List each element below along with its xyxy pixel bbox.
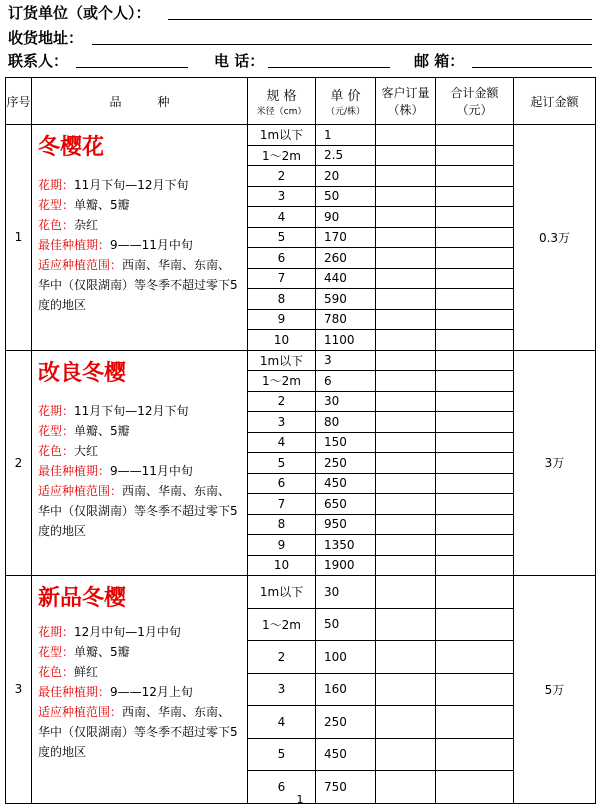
quantity-cell[interactable]: [376, 248, 436, 269]
total-cell[interactable]: [436, 145, 514, 166]
price-cell: 80: [316, 412, 376, 433]
spec-cell: 1m以下: [248, 125, 316, 146]
price-cell: 30: [316, 576, 376, 609]
variety-cell: [32, 576, 248, 804]
variety-name: 改良冬樱: [38, 360, 127, 386]
quantity-cell[interactable]: [376, 371, 436, 392]
table-row: [6, 350, 596, 371]
price-cell: 260: [316, 248, 376, 269]
flower-type-value: 单瓣、5瓣: [74, 645, 130, 659]
quantity-cell[interactable]: [376, 453, 436, 474]
spec-cell: 10: [248, 330, 316, 351]
spec-cell: 10: [248, 555, 316, 576]
spec-cell: 8: [248, 514, 316, 535]
quantity-cell[interactable]: [376, 350, 436, 371]
flower-period-value: 12月中旬—1月中旬: [74, 625, 181, 639]
mail-label: 邮 箱：: [414, 52, 465, 70]
spec-cell: 7: [248, 494, 316, 515]
price-cell: 780: [316, 309, 376, 330]
quantity-cell[interactable]: [376, 535, 436, 556]
unit-label: 订货单位（或个人）：: [8, 4, 151, 22]
flower-type: [38, 421, 241, 441]
suitable-range: [38, 481, 241, 541]
total-cell[interactable]: [436, 738, 514, 771]
quantity-cell[interactable]: [376, 673, 436, 706]
unit-input-line[interactable]: [168, 19, 592, 20]
flower-color-label: 花色：: [38, 218, 75, 232]
flower-type-value: 单瓣、5瓣: [74, 423, 130, 438]
spec-subtitle: 米径（cm）: [256, 107, 307, 117]
min-amount-cell: 0.3万: [514, 125, 596, 351]
quantity-cell[interactable]: [376, 608, 436, 641]
flower-period-label: 花期：: [38, 625, 75, 639]
best-planting-value: 9——11月中旬: [110, 463, 193, 478]
total-cell[interactable]: [436, 555, 514, 576]
flower-period-value: 11月下旬—12月下旬: [74, 403, 189, 418]
quantity-cell[interactable]: [376, 641, 436, 674]
phone-label: 电 话：: [214, 52, 265, 70]
quantity-cell[interactable]: [376, 268, 436, 289]
spec-cell: 6: [248, 248, 316, 269]
flower-color: [38, 215, 241, 235]
variety-name: 新品冬樱: [38, 586, 127, 611]
price-cell: 440: [316, 268, 376, 289]
flower-period-value: 11月下旬—12月下旬: [74, 178, 189, 192]
price-cell: 150: [316, 432, 376, 453]
flower-period: [38, 175, 241, 195]
total-cell[interactable]: [436, 268, 514, 289]
mail-input-line[interactable]: [472, 67, 592, 68]
quantity-cell[interactable]: [376, 186, 436, 207]
suitable-range-value: 西南、华南、东南、华中（仅限湖南）等冬季不超过零下5度的地区: [38, 705, 238, 759]
quantity-cell[interactable]: [376, 166, 436, 187]
price-subtitle: （元/株）: [325, 107, 366, 117]
flower-color-value: 杂红: [74, 218, 99, 232]
suitable-range: [38, 702, 241, 762]
flower-period: [38, 401, 241, 421]
quantity-cell[interactable]: [376, 125, 436, 146]
spec-cell: 3: [248, 412, 316, 433]
seq-cell: 3: [6, 576, 32, 804]
total-cell[interactable]: [436, 641, 514, 674]
best-planting-label: 最佳种植期：: [38, 685, 111, 699]
contact-input-line[interactable]: [76, 67, 188, 68]
price-cell: 450: [316, 473, 376, 494]
price-cell: 6: [316, 371, 376, 392]
quantity-cell[interactable]: [376, 412, 436, 433]
price-cell: 2.5: [316, 145, 376, 166]
price-cell: 750: [316, 771, 376, 804]
price-title: 单 价: [330, 89, 361, 104]
min-amount-cell: 3万: [514, 350, 596, 576]
spec-cell: 9: [248, 309, 316, 330]
quantity-cell[interactable]: [376, 738, 436, 771]
spec-cell: 4: [248, 706, 316, 739]
flower-period-label: 花期：: [38, 403, 75, 418]
total-cell[interactable]: [436, 391, 514, 412]
suitable-range-label: 适应种植范围：: [38, 258, 123, 272]
total-cell[interactable]: [436, 166, 514, 187]
flower-type: [38, 195, 241, 215]
min-amount-header: 起订金额: [514, 78, 596, 125]
total-cell[interactable]: [436, 535, 514, 556]
flower-type: [38, 642, 241, 662]
spec-title: 规 格: [266, 89, 297, 104]
seq-cell: 2: [6, 350, 32, 576]
quantity-header: 客户订量（株）: [376, 78, 436, 125]
price-cell: 50: [316, 608, 376, 641]
total-cell[interactable]: [436, 412, 514, 433]
best-planting-label: 最佳种植期：: [38, 238, 111, 252]
address-input-line[interactable]: [92, 44, 592, 45]
flower-type-label: 花型：: [38, 198, 75, 212]
quantity-cell[interactable]: [376, 576, 436, 609]
best-planting-value: 9——11月中旬: [110, 238, 193, 252]
order-table: [5, 77, 596, 804]
spec-cell: 1m以下: [248, 576, 316, 609]
page-number: 1: [296, 793, 304, 806]
quantity-cell[interactable]: [376, 330, 436, 351]
spec-cell: 1～2m: [248, 145, 316, 166]
quantity-cell[interactable]: [376, 473, 436, 494]
suitable-range-label: 适应种植范围：: [38, 483, 123, 498]
flower-period: [38, 622, 241, 642]
best-planting: [38, 682, 241, 702]
spec-cell: 5: [248, 227, 316, 248]
total-cell[interactable]: [436, 350, 514, 371]
spec-cell: 1～2m: [248, 371, 316, 392]
price-cell: 250: [316, 453, 376, 474]
suitable-range-value: 西南、华南、东南、华中（仅限湖南）等冬季不超过零下5度的地区: [38, 483, 238, 538]
flower-type-label: 花型：: [38, 645, 75, 659]
spec-cell: 4: [248, 432, 316, 453]
total-cell[interactable]: [436, 453, 514, 474]
best-planting-label: 最佳种植期：: [38, 463, 111, 478]
price-cell: 20: [316, 166, 376, 187]
flower-color: [38, 441, 241, 461]
total-cell[interactable]: [436, 227, 514, 248]
address-label: 收货地址：: [8, 29, 84, 47]
variety-name: 冬樱花: [38, 135, 105, 160]
flower-period-label: 花期：: [38, 178, 75, 192]
total-cell[interactable]: [436, 125, 514, 146]
total-cell[interactable]: [436, 494, 514, 515]
spec-cell: 3: [248, 186, 316, 207]
variety-cell: [32, 125, 248, 351]
quantity-cell[interactable]: [376, 227, 436, 248]
price-cell: 160: [316, 673, 376, 706]
total-cell[interactable]: [436, 706, 514, 739]
quantity-cell[interactable]: [376, 514, 436, 535]
total-cell[interactable]: [436, 289, 514, 310]
best-planting-value: 9——12月上旬: [110, 685, 193, 699]
quantity-cell[interactable]: [376, 289, 436, 310]
quantity-cell[interactable]: [376, 494, 436, 515]
spec-cell: 1m以下: [248, 350, 316, 371]
flower-color-label: 花色：: [38, 443, 75, 458]
price-cell: 650: [316, 494, 376, 515]
spec-cell: 2: [248, 641, 316, 674]
quantity-cell[interactable]: [376, 555, 436, 576]
suitable-range: [38, 255, 241, 315]
price-cell: 30: [316, 391, 376, 412]
spec-cell: 7: [248, 268, 316, 289]
spec-cell: 9: [248, 535, 316, 556]
spec-cell: 8: [248, 289, 316, 310]
price-cell: 590: [316, 289, 376, 310]
quantity-cell[interactable]: [376, 391, 436, 412]
variety-header: 品 种: [32, 78, 248, 125]
quantity-cell[interactable]: [376, 706, 436, 739]
total-cell[interactable]: [436, 673, 514, 706]
price-cell: 1350: [316, 535, 376, 556]
best-planting: [38, 235, 241, 255]
suitable-range-value: 西南、华南、东南、华中（仅限湖南）等冬季不超过零下5度的地区: [38, 258, 238, 312]
phone-input-line[interactable]: [268, 67, 390, 68]
seq-cell: 1: [6, 125, 32, 351]
spec-cell: 2: [248, 166, 316, 187]
total-cell[interactable]: [436, 473, 514, 494]
total-cell[interactable]: [436, 576, 514, 609]
price-cell: 1: [316, 125, 376, 146]
spec-cell: 6: [248, 473, 316, 494]
total-cell[interactable]: [436, 330, 514, 351]
flower-color-label: 花色：: [38, 665, 75, 679]
spec-cell: 5: [248, 738, 316, 771]
spec-cell: 3: [248, 673, 316, 706]
spec-cell: 4: [248, 207, 316, 228]
best-planting: [38, 461, 241, 481]
flower-type-label: 花型：: [38, 423, 75, 438]
total-cell[interactable]: [436, 608, 514, 641]
quantity-cell[interactable]: [376, 309, 436, 330]
total-cell[interactable]: [436, 371, 514, 392]
quantity-cell[interactable]: [376, 207, 436, 228]
min-amount-cell: 5万: [514, 576, 596, 804]
total-cell[interactable]: [436, 186, 514, 207]
variety-cell: [32, 350, 248, 576]
table-header-row: [6, 78, 596, 125]
price-cell: 950: [316, 514, 376, 535]
quantity-cell[interactable]: [376, 432, 436, 453]
total-cell[interactable]: [436, 248, 514, 269]
table-row: [6, 576, 596, 609]
total-cell[interactable]: [436, 207, 514, 228]
total-cell[interactable]: [436, 432, 514, 453]
price-cell: 250: [316, 706, 376, 739]
total-cell[interactable]: [436, 309, 514, 330]
seq-header: 序号: [6, 78, 32, 125]
spec-cell: 1～2m: [248, 608, 316, 641]
flower-color-value: 鲜红: [74, 665, 99, 679]
contact-label: 联系人：: [8, 52, 69, 70]
flower-type-value: 单瓣、5瓣: [74, 198, 130, 212]
price-cell: 450: [316, 738, 376, 771]
price-cell: 50: [316, 186, 376, 207]
spec-header: [248, 78, 316, 125]
price-cell: 90: [316, 207, 376, 228]
total-header: 合计金额（元）: [436, 78, 514, 125]
quantity-cell[interactable]: [376, 145, 436, 166]
price-cell: 1900: [316, 555, 376, 576]
price-cell: 3: [316, 350, 376, 371]
price-header: [316, 78, 376, 125]
spec-cell: 2: [248, 391, 316, 412]
total-cell[interactable]: [436, 514, 514, 535]
spec-cell: 5: [248, 453, 316, 474]
flower-color-value: 大红: [74, 443, 99, 458]
suitable-range-label: 适应种植范围：: [38, 705, 123, 719]
table-row: [6, 125, 596, 146]
price-cell: 100: [316, 641, 376, 674]
price-cell: 1100: [316, 330, 376, 351]
price-cell: 170: [316, 227, 376, 248]
spec-cell: 6: [248, 771, 316, 804]
flower-color: [38, 662, 241, 682]
